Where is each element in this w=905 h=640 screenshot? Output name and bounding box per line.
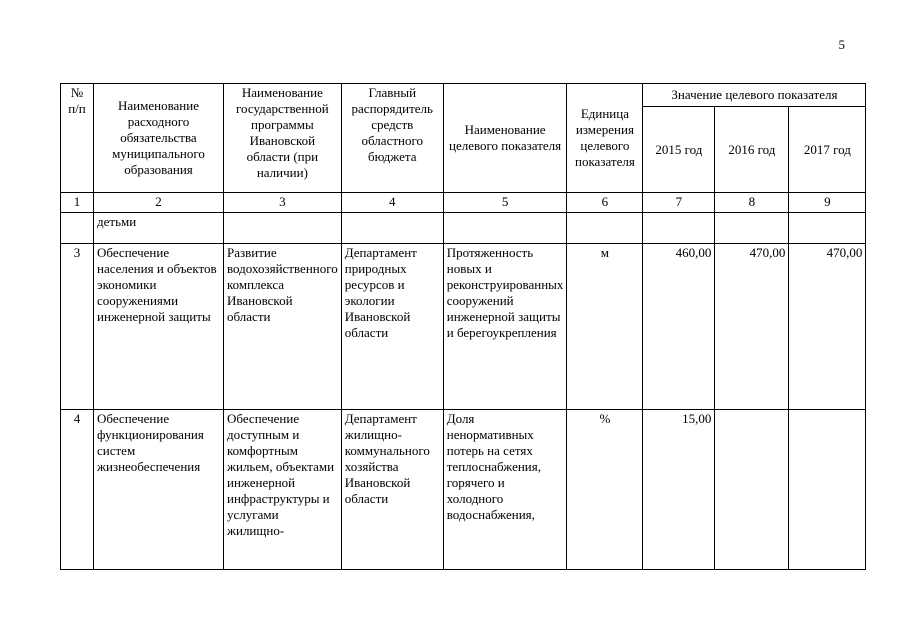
header-year-2017: 2017 год — [789, 107, 866, 193]
cell-value-2016: 470,00 — [715, 244, 789, 410]
cell-value-2016 — [715, 410, 789, 570]
cell-value-2016 — [715, 213, 789, 244]
cell-manager — [341, 213, 443, 244]
header-num: № п/п — [61, 84, 94, 193]
cell-unit: % — [567, 410, 643, 570]
table-row-continuation — [61, 213, 866, 244]
cell-value-2015 — [643, 213, 715, 244]
cell-value-2017: 470,00 — [789, 244, 866, 410]
table-row — [61, 244, 866, 410]
cell-obligation: Обеспечение функционирования систем жизнеобеспечения — [94, 410, 224, 570]
cell-value-2015: 15,00 — [643, 410, 715, 570]
column-number: 8 — [715, 193, 789, 213]
header-row — [61, 84, 866, 107]
column-number: 2 — [94, 193, 224, 213]
page-number: 5 — [838, 37, 845, 52]
column-number: 5 — [443, 193, 567, 213]
header-year-2015: 2015 год — [643, 107, 715, 193]
cell-indicator: Доля ненормативных потерь на сетях теплоснабжения, горячего и холодного водоснабжения, — [443, 410, 567, 570]
cell-unit — [567, 213, 643, 244]
header-year-2016: 2016 год — [715, 107, 789, 193]
cell-value-2017 — [789, 410, 866, 570]
cell-obligation: детьми — [94, 213, 224, 244]
cell-indicator: Протяженность новых и реконструированных сооружений инженерной защиты и берегоукрепления — [443, 244, 567, 410]
cell-manager: Департамент жилищно-коммунального хозяйства Ивановской области — [341, 410, 443, 570]
column-number: 7 — [643, 193, 715, 213]
table-row — [61, 410, 866, 570]
cell-indicator — [443, 213, 567, 244]
column-number: 6 — [567, 193, 643, 213]
column-number: 1 — [61, 193, 94, 213]
header-program: Наименование государственной программы Ивановской области (при наличии) — [224, 84, 342, 193]
header-value-group: Значение целевого показателя — [643, 84, 866, 107]
cell-unit: м — [567, 244, 643, 410]
target-indicators-table — [60, 83, 866, 570]
column-number: 9 — [789, 193, 866, 213]
cell-program: Обеспечение доступным и комфортным жильем, объектами инженерной инфраструктуры и услугами жилищно- — [224, 410, 342, 570]
column-number: 3 — [224, 193, 342, 213]
cell-obligation: Обеспечение населения и объектов экономики сооружениями инженерной защиты — [94, 244, 224, 410]
cell-value-2017 — [789, 213, 866, 244]
cell-manager: Департамент природных ресурсов и экологии Ивановской области — [341, 244, 443, 410]
cell-num: 4 — [61, 410, 94, 570]
cell-num — [61, 213, 94, 244]
column-number: 4 — [341, 193, 443, 213]
cell-program: Развитие водохозяйственного комплекса Ивановской области — [224, 244, 342, 410]
cell-num: 3 — [61, 244, 94, 410]
header-manager: Главный распорядитель средств областного бюджета — [341, 84, 443, 193]
column-number-row — [61, 193, 866, 213]
header-unit: Единица измерения целевого показателя — [567, 84, 643, 193]
cell-program — [224, 213, 342, 244]
cell-value-2015: 460,00 — [643, 244, 715, 410]
header-indicator: Наименование целевого показателя — [443, 84, 567, 193]
header-obligation: Наименование расходного обязательства муниципального образования — [94, 84, 224, 193]
